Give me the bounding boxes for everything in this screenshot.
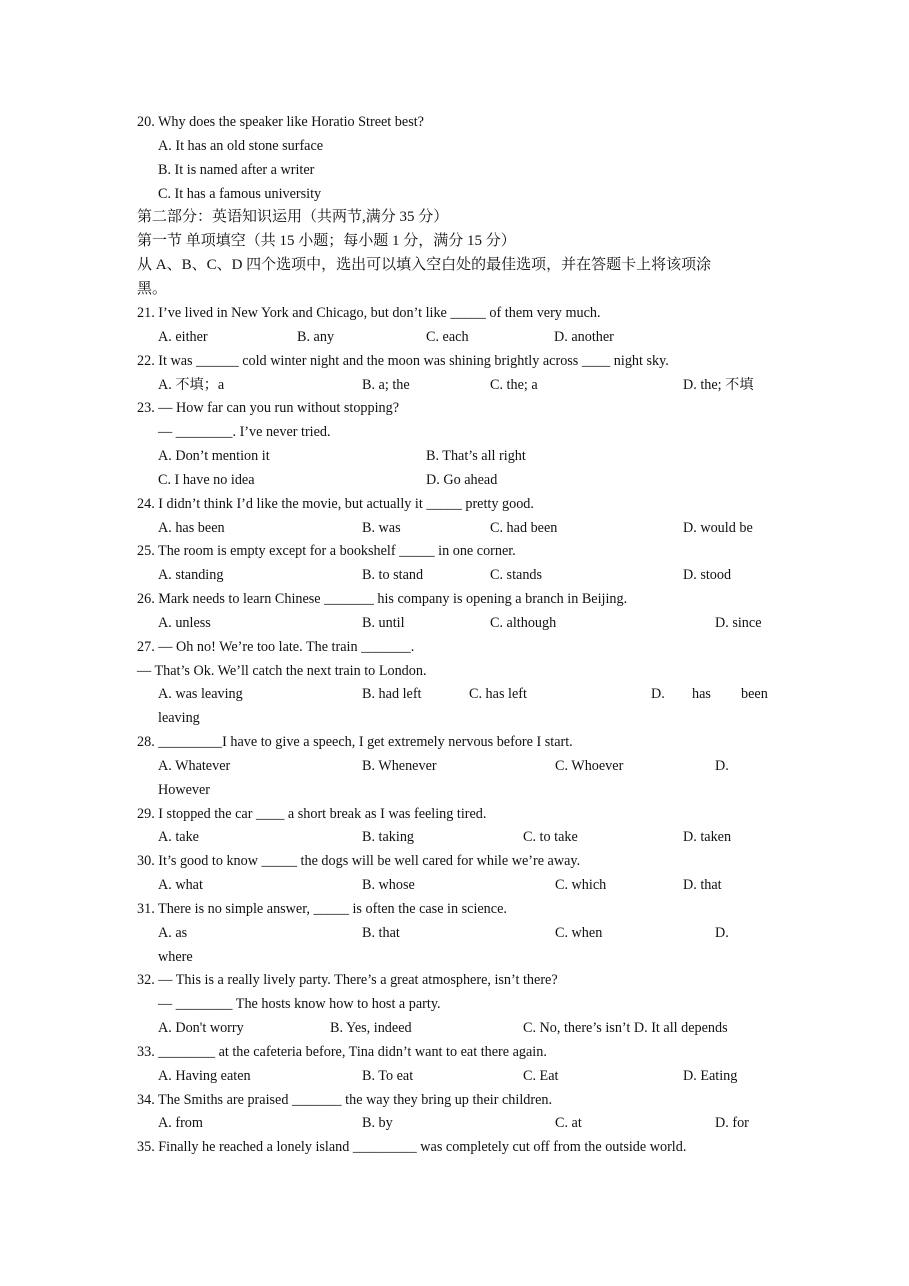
q27-option-a: A. was leaving [158, 686, 243, 702]
q31-option-b: B. that [362, 925, 400, 941]
q33-option-c: C. Eat [523, 1068, 559, 1084]
instruction-line1: 从 A、B、C、D 四个选项中，选出可以填入空白处的最佳选项，并在答题卡上将该项涂 [137, 257, 712, 273]
q34-option-d: D. for [715, 1115, 749, 1131]
q30-option-c: C. which [555, 877, 607, 893]
q30-stem: 30. It’s good to know _____ the dogs will be well cared for while we’re away. [137, 853, 581, 869]
q29-option-a: A. take [158, 829, 199, 845]
q21-option-a: A. either [158, 329, 208, 345]
q32-stem: 32. — This is a really lively party. There’s a great atmosphere, isn’t there? [137, 972, 558, 988]
q33-option-a: A. Having eaten [158, 1068, 251, 1084]
q26-option-c: C. although [490, 615, 557, 631]
q24-option-d: D. would be [683, 520, 753, 536]
q20-option-b: B. It is named after a writer [158, 162, 315, 178]
q24-stem: 24. I didn’t think I’d like the movie, but actually it _____ pretty good. [137, 496, 534, 512]
q30-option-a: A. what [158, 877, 203, 893]
q23-line2: — ________. I’ve never tried. [158, 424, 331, 440]
q27-line2: — That’s Ok. We’ll catch the next train to London. [137, 663, 427, 679]
q31-option-a: A. as [158, 925, 188, 941]
q28-option-a: A. Whatever [158, 758, 231, 774]
q26-stem: 26. Mark needs to learn Chinese _______ his company is opening a branch in Beijing. [137, 591, 628, 607]
q23-option-d: D. Go ahead [426, 472, 498, 488]
part2-title: 第二部分：英语知识运用（共两节,满分 35 分） [137, 209, 449, 225]
q28-option-b: B. Whenever [362, 758, 437, 774]
q23-option-a: A. Don’t mention it [158, 448, 270, 464]
q30-option-d: D. that [683, 877, 722, 893]
q26-option-d: D. since [715, 615, 762, 631]
q20-option-a: A. It has an old stone surface [158, 138, 324, 154]
q31-option-d-label: D. [715, 925, 729, 941]
q29-option-c: C. to take [523, 829, 578, 845]
q34-option-c: C. at [555, 1115, 582, 1131]
q22-option-b: B. a; the [362, 377, 410, 393]
q31-option-d-text: where [158, 949, 193, 965]
q27-option-b: B. had left [362, 686, 422, 702]
q29-option-b: B. taking [362, 829, 415, 845]
q24-option-a: A. has been [158, 520, 225, 536]
q35-stem: 35. Finally he reached a lonely island _________ was completely cut off from the outside world. [137, 1139, 687, 1155]
q23-option-c: C. I have no idea [158, 472, 255, 488]
q34-option-a: A. from [158, 1115, 203, 1131]
q22-option-d: D. the; 不填 [683, 377, 754, 393]
q22-option-c: C. the; a [490, 377, 538, 393]
q30-option-b: B. whose [362, 877, 415, 893]
q25-option-b: B. to stand [362, 567, 424, 583]
q33-option-d: D. Eating [683, 1068, 738, 1084]
q27-option-c: C. has left [469, 686, 527, 702]
q27-option-d-word3: leaving [158, 710, 200, 726]
q32-option-b: B. Yes, indeed [330, 1020, 412, 1036]
section1-title: 第一节 单项填空（共 15 小题；每小题 1 分，满分 15 分） [137, 233, 516, 249]
q31-stem: 31. There is no simple answer, _____ is often the case in science. [137, 901, 507, 917]
q21-option-d: D. another [554, 329, 614, 345]
q21-stem: 21. I’ve lived in New York and Chicago, but don’t like _____ of them very much. [137, 305, 601, 321]
q29-option-d: D. taken [683, 829, 732, 845]
q34-stem: 34. The Smiths are praised _______ the way they bring up their children. [137, 1092, 553, 1108]
q24-option-c: C. had been [490, 520, 558, 536]
q22-stem: 22. It was ______ cold winter night and the moon was shining brightly across ____ night sky. [137, 353, 669, 369]
q27-option-d-word2: been [741, 686, 768, 702]
q23-option-b: B. That’s all right [426, 448, 526, 464]
q25-option-a: A. standing [158, 567, 224, 583]
q32-option-a: A. Don't worry [158, 1020, 244, 1036]
q33-stem: 33. ________ at the cafeteria before, Tina didn’t want to eat there again. [137, 1044, 547, 1060]
q23-stem: 23. — How far can you run without stopping? [137, 400, 400, 416]
q28-option-c: C. Whoever [555, 758, 624, 774]
q31-option-c: C. when [555, 925, 603, 941]
q25-stem: 25. The room is empty except for a bookshelf _____ in one corner. [137, 543, 516, 559]
q25-option-c: C. stands [490, 567, 543, 583]
q33-option-b: B. To eat [362, 1068, 414, 1084]
q27-stem: 27. — Oh no! We’re too late. The train _______. [137, 639, 415, 655]
q34-option-b: B. by [362, 1115, 393, 1131]
q20-stem: 20. Why does the speaker like Horatio Street best? [137, 114, 424, 130]
q21-option-c: C. each [426, 329, 469, 345]
q32-line2: — ________ The hosts know how to host a party. [158, 996, 441, 1012]
q32-option-cd: C. No, there’s isn’t D. It all depends [523, 1020, 728, 1036]
instruction-line2: 黑。 [137, 281, 168, 297]
q27-option-d-word1: has [692, 686, 711, 702]
q28-option-d-label: D. [715, 758, 729, 774]
q28-option-d-text: However [158, 782, 210, 798]
q24-option-b: B. was [362, 520, 401, 536]
q29-stem: 29. I stopped the car ____ a short break as I was feeling tired. [137, 806, 487, 822]
q20-option-c: C. It has a famous university [158, 186, 322, 202]
q25-option-d: D. stood [683, 567, 732, 583]
q22-option-a: A. 不填；a [158, 377, 225, 393]
q27-option-d-label: D. [651, 686, 665, 702]
q21-option-b: B. any [297, 329, 335, 345]
q26-option-a: A. unless [158, 615, 211, 631]
q26-option-b: B. until [362, 615, 405, 631]
q28-stem: 28. _________I have to give a speech, I get extremely nervous before I start. [137, 734, 573, 750]
